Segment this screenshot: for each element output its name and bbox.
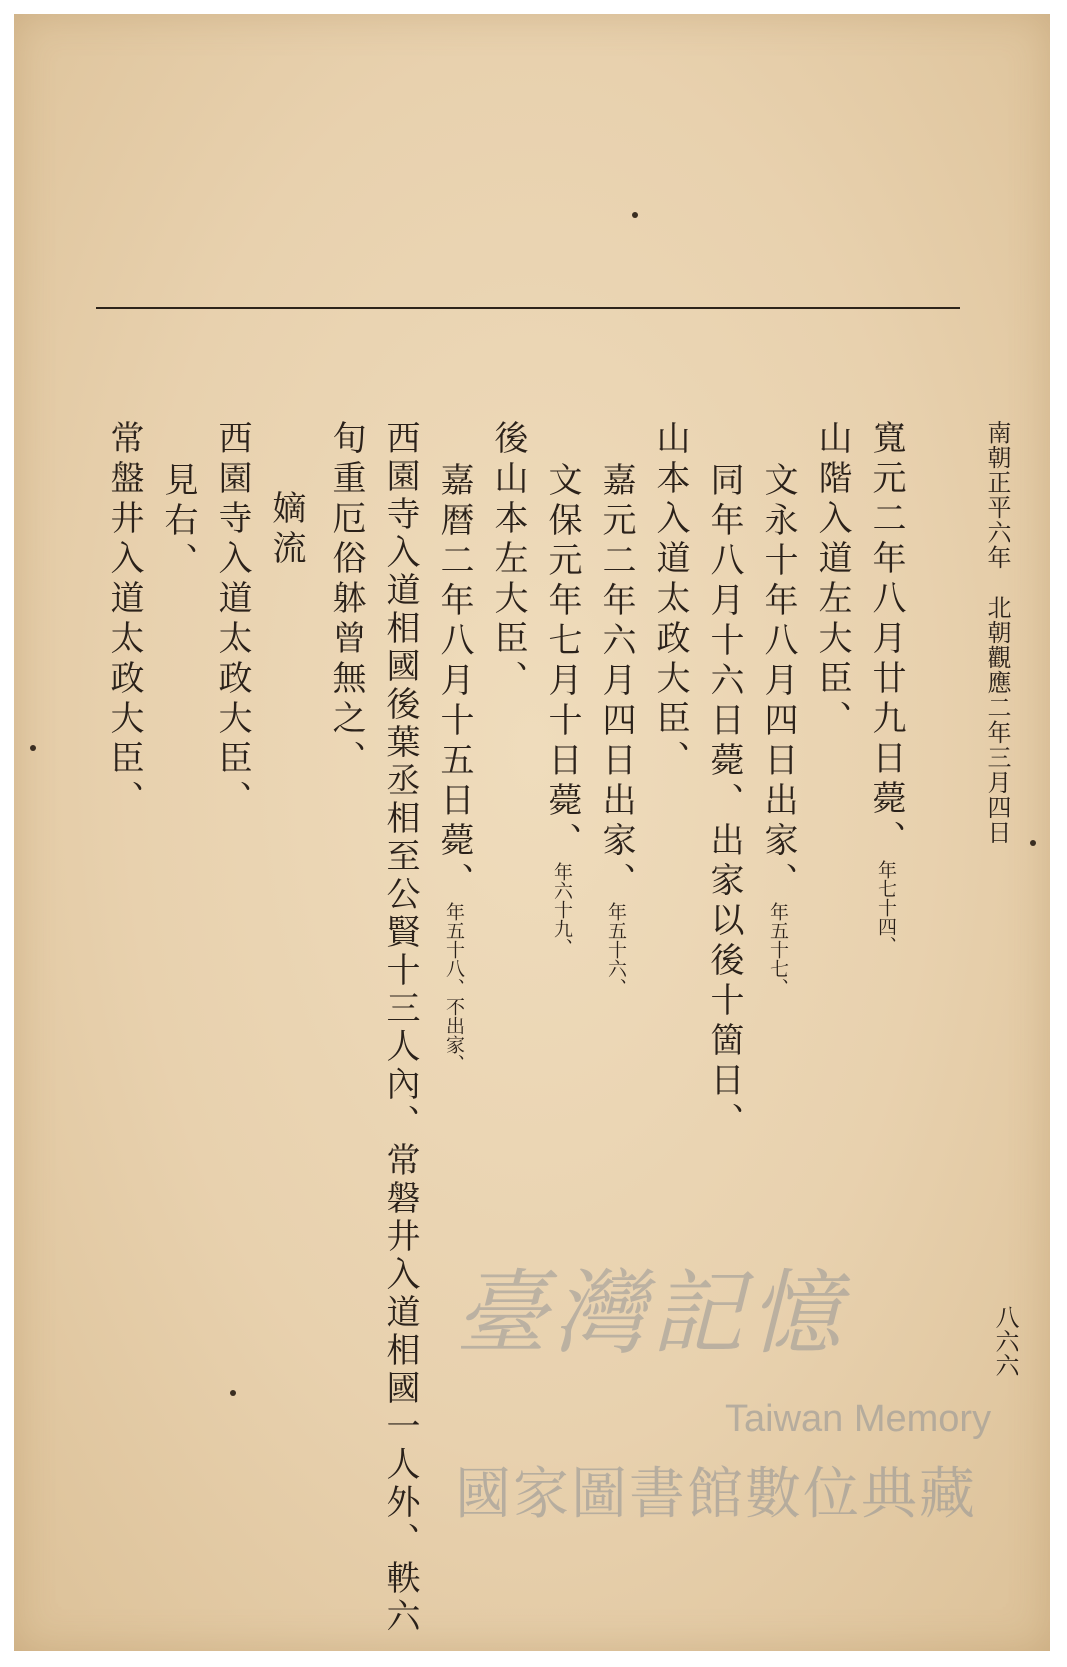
text-column-10: 西園寺入道相國後葉丞相至公賢十三人內、常磐井入道相國一人外、軼六 xyxy=(380,420,420,1636)
text-column-2: 山階入道左大臣、 xyxy=(812,420,852,740)
watermark-chinese: 國家圖書館數位典藏 xyxy=(455,1462,977,1527)
text-column-11: 旬重厄俗躰曾無之、 xyxy=(326,420,366,780)
text-column-9: 嘉暦二年八月十五日薨、年五十八、不出家、 xyxy=(434,462,474,1073)
text-column-8: 後山本左大臣、 xyxy=(488,420,528,700)
text-column-1: 寬元二年八月廿九日薨、年七十四、 xyxy=(866,420,906,955)
text-column-6: 嘉元二年六月四日出家、年五十六、 xyxy=(596,462,636,997)
horizontal-rule xyxy=(96,307,960,309)
text-column-3: 文永十年八月四日出家、年五十七、 xyxy=(758,462,798,997)
text-column-15: 常盤井入道太政大臣、 xyxy=(104,420,144,820)
date-header: 南朝正平六年 北朝觀應二年三月四日 xyxy=(983,420,1011,845)
text-column-14: 見右、 xyxy=(158,462,198,582)
text-column-13: 西園寺入道太政大臣、 xyxy=(212,420,252,820)
page-number: 八六六 xyxy=(991,1305,1019,1377)
paper-speck xyxy=(30,745,36,751)
paper-speck xyxy=(632,212,638,218)
paper-speck xyxy=(1030,840,1036,846)
paper-speck xyxy=(230,1390,236,1396)
text-column-12: 嫡流 xyxy=(266,490,306,570)
text-column-5: 山本入道太政大臣、 xyxy=(650,420,690,780)
watermark-english: Taiwan Memory xyxy=(725,1398,992,1440)
text-column-7: 文保元年七月十日薨、年六十九、 xyxy=(542,462,582,957)
watermark xyxy=(455,1240,995,1530)
text-column-4: 同年八月十六日薨、出家以後十箇日、 xyxy=(704,462,744,1142)
watermark-script: 臺灣記憶 xyxy=(455,1260,848,1367)
